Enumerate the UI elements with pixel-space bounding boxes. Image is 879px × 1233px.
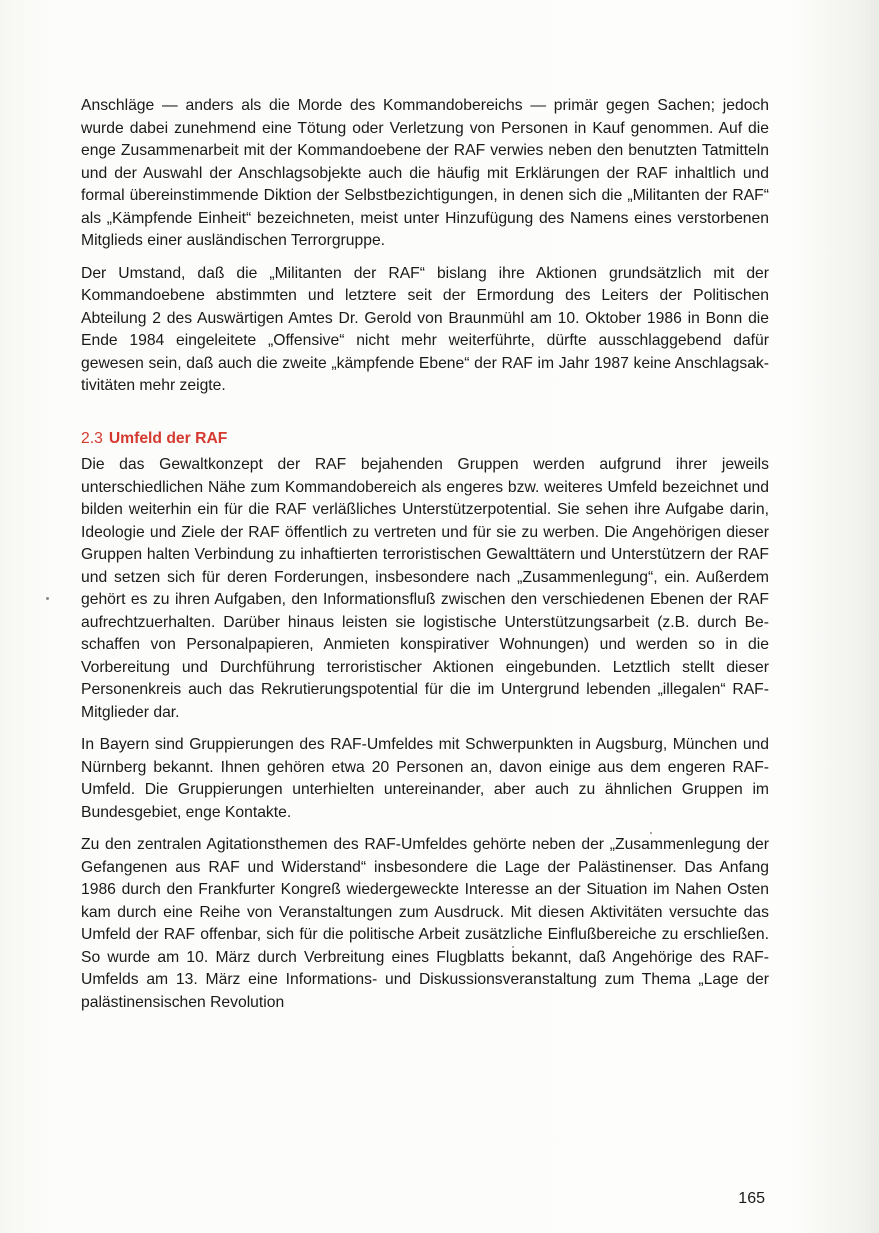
paragraph: Anschläge — anders als die Morde des Kommandobereichs — primär gegen Sachen; jedoch wurde dabei zunehmend eine Tötung oder Verletzung von Personen in Kauf genommen. Auf die enge Zusammenarbeit mit der Kommandoebene der RAF verwies neben den benutzten Tatmitteln und der Auswahl der Anschlagsobjekte auch die häufig mit Erklärungen der RAF inhaltlich und formal übereinstimmende Diktion der Selbstbezichtigungen, in denen sich die „Militanten der RAF“ als „Kämpfende Einheit“ bezeichneten, meist unter Hinzufügung des Namens eines verstorbenen Mitglieds einer ausländischen Terrorgruppe. [81,97,769,249]
paragraph: Der Umstand, daß die „Militanten der RAF“ bislang ihre Aktionen grundsätzlich mit der Kommandoebene abstimmten und letztere seit der Ermordung des Leiters der Politischen Abteilung 2 des Auswärtigen Amtes Dr. Gerold von Braunmühl am 10. Oktober 1986 in Bonn die Ende 1984 eingeleitete „Offensive“ nicht mehr weiterführte, dürfte ausschlaggebend dafür gewesen sein, daß auch die zweite „kämpfende Ebene“ der RAF im Jahr 1987 keine Anschlagsaktivitäten mehr zeigte. [81,264,769,394]
paper-speck [46,597,49,600]
section-number: 2.3 [81,429,103,447]
paper-speck [650,832,652,834]
section-title: Umfeld der RAF [108,429,228,447]
paper-speck [512,946,514,948]
paragraph: Die das Gewaltkonzept der RAF bejahenden Gruppen werden aufgrund ihrer jeweils unterschiedlichen Nähe zum Kommandobereich als engeres bzw. weiteres Umfeld bezeichnet und bilden weiterhin ein für die RAF verläßliches Unterstützerpotential. Sie sehen ihre Aufgabe darin, Ideologie und Ziele der RAF öffentlich zu vertreten und für sie zu werben. Die Angehörigen dieser Gruppen halten Verbindung zu inhaftierten terroristischen Gewalttätern und Unterstützern der RAF und setzen sich für deren Forderungen, insbesondere nach „Zusammenlegung“, ein. Außerdem gehört es zu ihren Aufgaben, den Informationsfluß zwischen den verschiedenen Ebenen der RAF aufrechtzuerhalten. Darüber hinaus leisten sie logistische Unterstützungsarbeit (z.B. durch Beschaffen von Personalpapieren, Anmieten konspirativer Wohnungen) und werden so in die Vorbereitung und Durchführung terroristischer Aktionen eingebunden. Letztlich stellt dieser Personenkreis auch das Rekrutierungspotential für die im Untergrund lebenden „illegalen“ RAF-Mitglieder dar. [81,456,769,721]
section-heading [81,428,769,451]
page-number: 165 [738,1190,765,1207]
paragraph: Zu den zentralen Agitationsthemen des RAF-Umfeldes gehörte neben der „Zusammenlegung der Gefangenen aus RAF und Widerstand“ insbesondere die Lage der Palästinenser. Das Anfang 1986 durch den Frankfurter Kongreß wiedergeweckte Interesse an der Situation im Nahen Osten kam durch eine Reihe von Veranstaltungen zum Ausdruck. Mit diesen Aktivitäten versuchte das Umfeld der RAF offenbar, sich für die politische Arbeit zusätzliche Einflußbereiche zu erschließen. So wurde am 10. März durch Verbreitung eines Flugblatts bekannt, daß Angehörige des RAF-Umfelds am 13. März eine Informations- und Diskussionsveranstaltung zum Thema „Lage der palästinensischen Revolution [81,836,769,1011]
paragraph: In Bayern sind Gruppierungen des RAF-Umfeldes mit Schwerpunkten in Augsburg, München und Nürnberg bekannt. Ihnen gehören etwa 20 Personen an, davon einige aus dem engeren RAF-Umfeld. Die Gruppierungen unterhielten untereinander, aber auch zu ähnlichen Gruppen im Bundesgebiet, enge Kontakte. [81,736,769,821]
page-body [81,95,769,1024]
